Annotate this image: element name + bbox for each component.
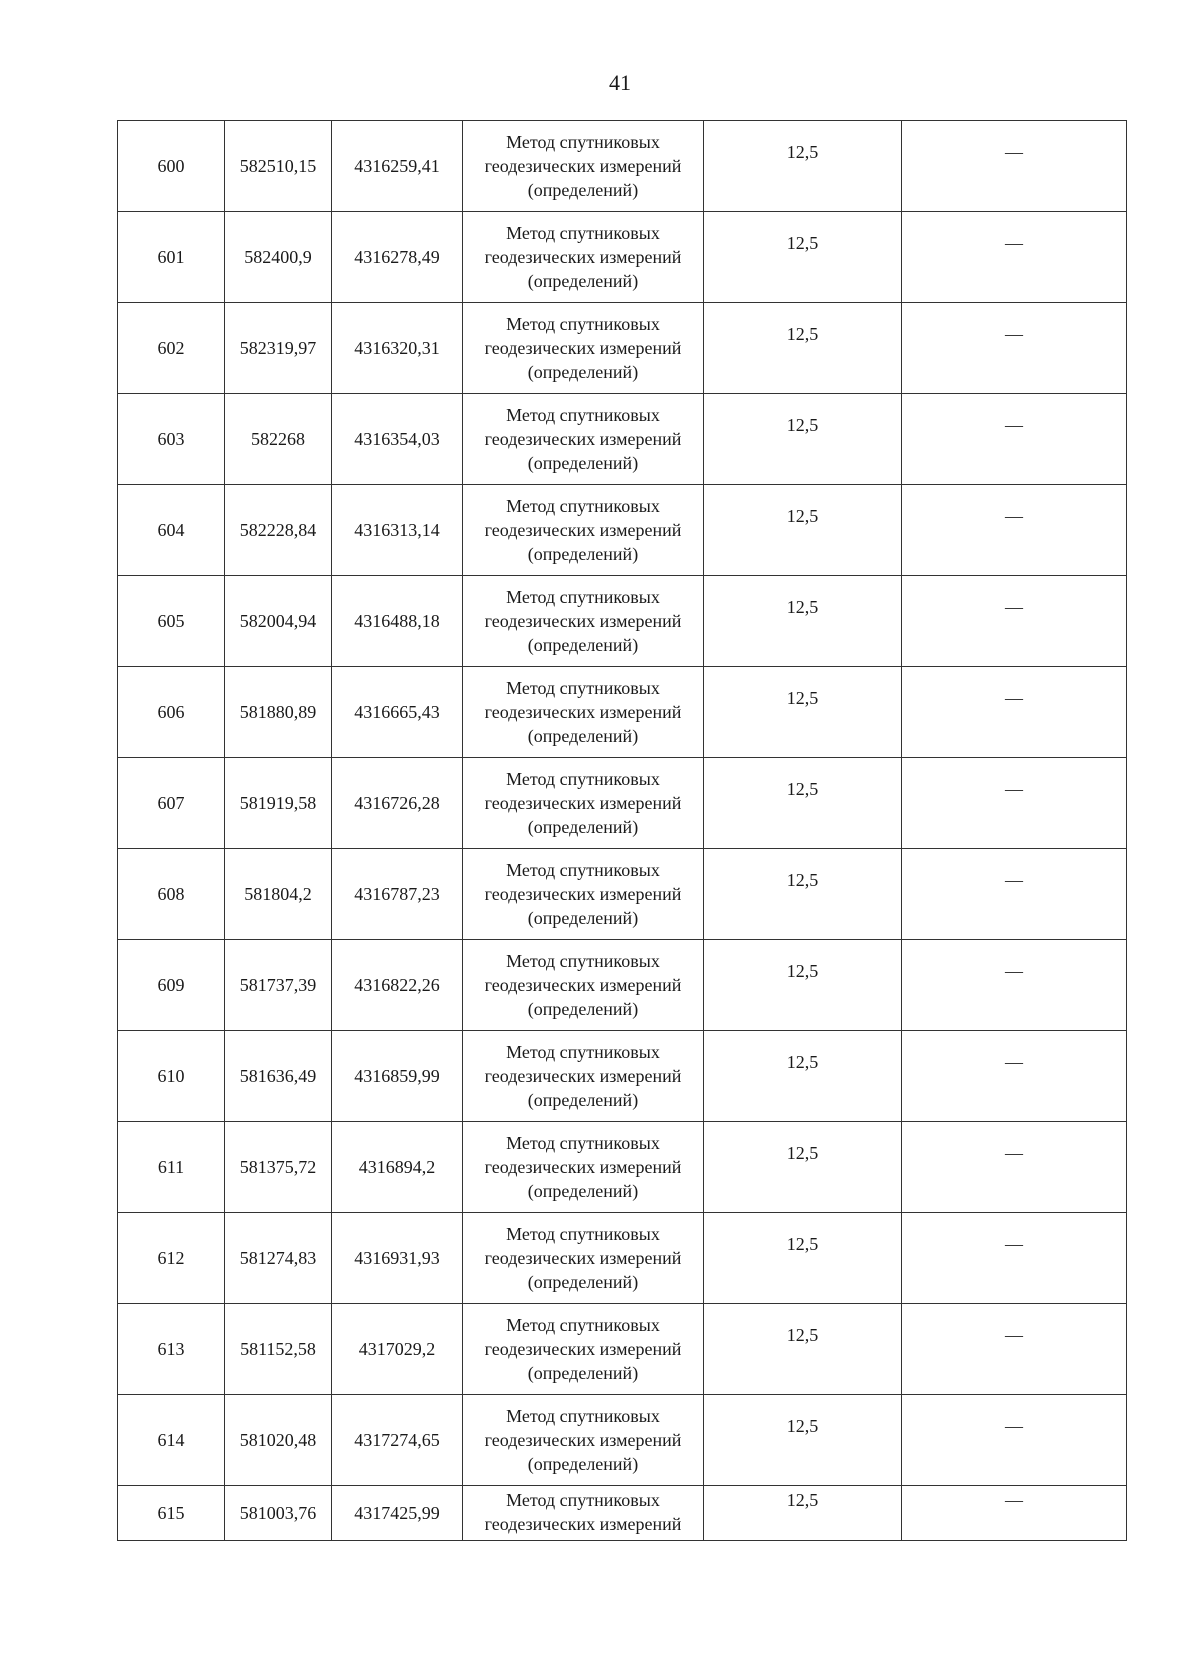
note-cell [902, 1031, 1127, 1122]
note-dash: — [1005, 961, 1023, 981]
method-line: геодезических измерений [484, 1248, 682, 1268]
method-line: геодезических измерений [484, 702, 682, 722]
accuracy-value: 12,5 [786, 1143, 819, 1163]
y-coordinate-cell: 4316313,14 [332, 485, 463, 576]
accuracy-value: 12,5 [786, 506, 819, 526]
method-line: (определений) [527, 453, 639, 473]
method-line: Метод спутниковых [506, 951, 660, 971]
accuracy-value: 12,5 [786, 597, 819, 617]
note-cell [902, 667, 1127, 758]
y-coordinate-cell: 4316894,2 [332, 1122, 463, 1213]
point-number-cell: 604 [118, 485, 225, 576]
method-cell [463, 1304, 704, 1395]
y-coordinate-cell: 4316259,41 [332, 121, 463, 212]
method-line: (определений) [527, 180, 639, 200]
table-row [118, 1031, 1127, 1122]
method-line: Метод спутниковых [506, 1315, 660, 1335]
note-dash: — [1005, 506, 1023, 526]
table-row [118, 576, 1127, 667]
x-coordinate-cell: 582510,15 [225, 121, 332, 212]
y-coordinate-cell: 4317425,99 [332, 1486, 463, 1541]
note-dash: — [1005, 1143, 1023, 1163]
x-coordinate-cell: 581274,83 [225, 1213, 332, 1304]
table-row [118, 394, 1127, 485]
x-coordinate-cell: 581804,2 [225, 849, 332, 940]
note-dash: — [1005, 1234, 1023, 1254]
method-cell [463, 1395, 704, 1486]
accuracy-cell [704, 212, 902, 303]
point-number-cell: 608 [118, 849, 225, 940]
point-number-cell: 609 [118, 940, 225, 1031]
point-number-cell: 606 [118, 667, 225, 758]
method-line: (определений) [527, 1363, 639, 1383]
y-coordinate-cell: 4316278,49 [332, 212, 463, 303]
accuracy-cell [704, 1213, 902, 1304]
accuracy-cell [704, 940, 902, 1031]
note-dash: — [1005, 870, 1023, 890]
accuracy-cell [704, 1304, 902, 1395]
method-line: Метод спутниковых [506, 587, 660, 607]
method-cell [463, 1486, 704, 1541]
note-cell [902, 1304, 1127, 1395]
method-line: (определений) [527, 544, 639, 564]
method-cell [463, 121, 704, 212]
note-dash: — [1005, 415, 1023, 435]
table-row [118, 121, 1127, 212]
x-coordinate-cell: 581880,89 [225, 667, 332, 758]
point-number-cell: 612 [118, 1213, 225, 1304]
note-dash: — [1005, 1052, 1023, 1072]
y-coordinate-cell: 4317029,2 [332, 1304, 463, 1395]
y-coordinate-cell: 4316665,43 [332, 667, 463, 758]
method-line: Метод спутниковых [506, 496, 660, 516]
accuracy-value: 12,5 [786, 1490, 819, 1510]
note-dash: — [1005, 1490, 1023, 1510]
coordinates-table [117, 120, 1127, 1541]
point-number-cell: 601 [118, 212, 225, 303]
x-coordinate-cell: 581636,49 [225, 1031, 332, 1122]
point-number-cell: 613 [118, 1304, 225, 1395]
method-line: (определений) [527, 1454, 639, 1474]
accuracy-cell [704, 667, 902, 758]
x-coordinate-cell: 582228,84 [225, 485, 332, 576]
x-coordinate-cell: 581152,58 [225, 1304, 332, 1395]
table-row [118, 940, 1127, 1031]
accuracy-cell [704, 1122, 902, 1213]
note-cell [902, 121, 1127, 212]
accuracy-value: 12,5 [786, 1052, 819, 1072]
method-line: (определений) [527, 271, 639, 291]
method-cell [463, 485, 704, 576]
method-line: Метод спутниковых [506, 1133, 660, 1153]
accuracy-cell [704, 758, 902, 849]
method-line: геодезических измерений [484, 1430, 682, 1450]
method-line: геодезических измерений [484, 338, 682, 358]
note-cell [902, 940, 1127, 1031]
x-coordinate-cell: 581737,39 [225, 940, 332, 1031]
y-coordinate-cell: 4316488,18 [332, 576, 463, 667]
note-cell [902, 758, 1127, 849]
method-line: (определений) [527, 362, 639, 382]
method-line: Метод спутниковых [506, 769, 660, 789]
point-number-cell: 605 [118, 576, 225, 667]
note-cell [902, 394, 1127, 485]
method-cell [463, 849, 704, 940]
x-coordinate-cell: 582400,9 [225, 212, 332, 303]
y-coordinate-cell: 4316354,03 [332, 394, 463, 485]
note-dash: — [1005, 779, 1023, 799]
method-cell [463, 1031, 704, 1122]
point-number-cell: 602 [118, 303, 225, 394]
point-number-cell: 607 [118, 758, 225, 849]
accuracy-cell [704, 121, 902, 212]
method-line: геодезических измерений [484, 520, 682, 540]
method-cell [463, 212, 704, 303]
x-coordinate-cell: 581003,76 [225, 1486, 332, 1541]
note-cell [902, 212, 1127, 303]
accuracy-value: 12,5 [786, 1416, 819, 1436]
point-number-cell: 615 [118, 1486, 225, 1541]
accuracy-value: 12,5 [786, 1325, 819, 1345]
note-dash: — [1005, 233, 1023, 253]
point-number-cell: 603 [118, 394, 225, 485]
method-line: Метод спутниковых [506, 223, 660, 243]
table-row [118, 212, 1127, 303]
note-cell [902, 1395, 1127, 1486]
accuracy-value: 12,5 [786, 233, 819, 253]
method-line: (определений) [527, 1181, 639, 1201]
note-dash: — [1005, 597, 1023, 617]
point-number-cell: 600 [118, 121, 225, 212]
method-line: Метод спутниковых [506, 1490, 660, 1510]
method-cell [463, 1122, 704, 1213]
x-coordinate-cell: 581375,72 [225, 1122, 332, 1213]
method-line: (определений) [527, 1272, 639, 1292]
point-number-cell: 614 [118, 1395, 225, 1486]
accuracy-cell [704, 303, 902, 394]
method-cell [463, 758, 704, 849]
method-line: Метод спутниковых [506, 678, 660, 698]
accuracy-value: 12,5 [786, 415, 819, 435]
accuracy-value: 12,5 [786, 1234, 819, 1254]
method-line: (определений) [527, 908, 639, 928]
accuracy-cell [704, 394, 902, 485]
x-coordinate-cell: 581020,48 [225, 1395, 332, 1486]
accuracy-value: 12,5 [786, 779, 819, 799]
method-line: (определений) [527, 999, 639, 1019]
method-line: геодезических измерений [484, 1514, 682, 1534]
x-coordinate-cell: 581919,58 [225, 758, 332, 849]
method-line: (определений) [527, 726, 639, 746]
note-dash: — [1005, 688, 1023, 708]
table-row [118, 485, 1127, 576]
table-row [118, 1395, 1127, 1486]
method-line: Метод спутниковых [506, 860, 660, 880]
note-cell [902, 576, 1127, 667]
method-line: Метод спутниковых [506, 1406, 660, 1426]
accuracy-cell [704, 849, 902, 940]
method-line: (определений) [527, 817, 639, 837]
y-coordinate-cell: 4316726,28 [332, 758, 463, 849]
accuracy-cell [704, 1031, 902, 1122]
note-dash: — [1005, 1416, 1023, 1436]
accuracy-value: 12,5 [786, 961, 819, 981]
note-cell [902, 1486, 1127, 1541]
method-line: Метод спутниковых [506, 314, 660, 334]
note-dash: — [1005, 324, 1023, 344]
table-row [118, 1213, 1127, 1304]
point-number-cell: 611 [118, 1122, 225, 1213]
accuracy-value: 12,5 [786, 688, 819, 708]
method-line: геодезических измерений [484, 1066, 682, 1086]
note-cell [902, 303, 1127, 394]
method-line: (определений) [527, 635, 639, 655]
method-line: Метод спутниковых [506, 132, 660, 152]
method-line: Метод спутниковых [506, 1042, 660, 1062]
method-line: геодезических измерений [484, 1339, 682, 1359]
y-coordinate-cell: 4316822,26 [332, 940, 463, 1031]
accuracy-value: 12,5 [786, 870, 819, 890]
table-row [118, 1122, 1127, 1213]
note-dash: — [1005, 1325, 1023, 1345]
y-coordinate-cell: 4316931,93 [332, 1213, 463, 1304]
method-line: геодезических измерений [484, 793, 682, 813]
method-line: геодезических измерений [484, 975, 682, 995]
method-cell [463, 940, 704, 1031]
method-line: геодезических измерений [484, 1157, 682, 1177]
method-line: геодезических измерений [484, 884, 682, 904]
note-cell [902, 1122, 1127, 1213]
table-row [118, 849, 1127, 940]
method-cell [463, 1213, 704, 1304]
note-cell [902, 849, 1127, 940]
note-cell [902, 1213, 1127, 1304]
accuracy-value: 12,5 [786, 142, 819, 162]
x-coordinate-cell: 582268 [225, 394, 332, 485]
method-cell [463, 394, 704, 485]
table-row [118, 1304, 1127, 1395]
table-row [118, 667, 1127, 758]
method-line: геодезических измерений [484, 611, 682, 631]
method-line: (определений) [527, 1090, 639, 1110]
x-coordinate-cell: 582319,97 [225, 303, 332, 394]
accuracy-cell [704, 485, 902, 576]
note-cell [902, 485, 1127, 576]
point-number-cell: 610 [118, 1031, 225, 1122]
accuracy-cell [704, 1486, 902, 1541]
method-cell [463, 576, 704, 667]
y-coordinate-cell: 4316320,31 [332, 303, 463, 394]
y-coordinate-cell: 4317274,65 [332, 1395, 463, 1486]
table-row [118, 303, 1127, 394]
accuracy-value: 12,5 [786, 324, 819, 344]
method-line: Метод спутниковых [506, 405, 660, 425]
method-cell [463, 303, 704, 394]
method-line: Метод спутниковых [506, 1224, 660, 1244]
table-row [118, 1486, 1127, 1541]
page-number: 41 [609, 70, 631, 95]
method-line: геодезических измерений [484, 429, 682, 449]
y-coordinate-cell: 4316859,99 [332, 1031, 463, 1122]
method-line: геодезических измерений [484, 156, 682, 176]
table-row [118, 758, 1127, 849]
method-cell [463, 667, 704, 758]
table-body [118, 121, 1127, 1541]
accuracy-cell [704, 576, 902, 667]
accuracy-cell [704, 1395, 902, 1486]
y-coordinate-cell: 4316787,23 [332, 849, 463, 940]
note-dash: — [1005, 142, 1023, 162]
x-coordinate-cell: 582004,94 [225, 576, 332, 667]
method-line: геодезических измерений [484, 247, 682, 267]
